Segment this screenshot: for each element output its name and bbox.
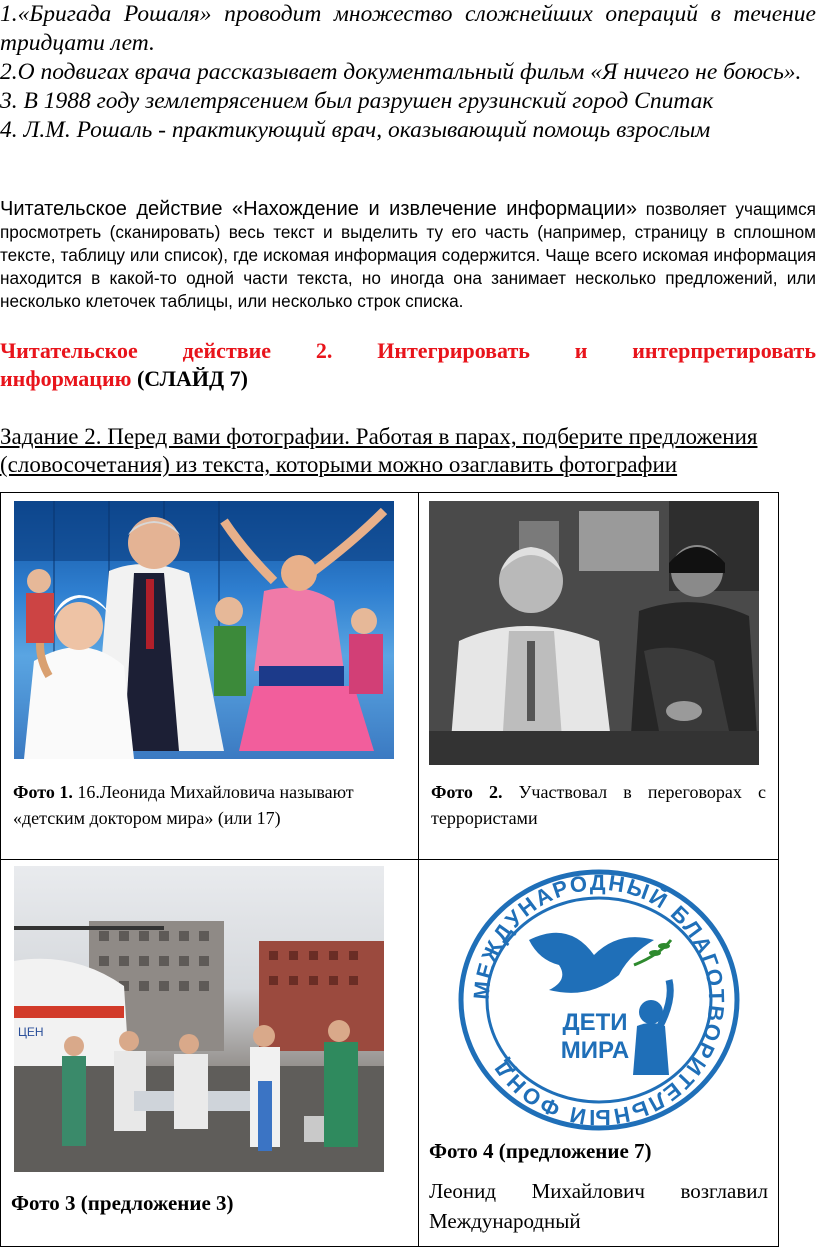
photo-3-caption (1, 1176, 418, 1218)
reading-action-1-lead: Читательское действие «Нахождение и извлечение информации» (0, 198, 637, 220)
svg-text:МЕЖДУНАРОДНЫЙ БЛАГОТВОРИТЕЛЬНЫ (469, 870, 730, 1130)
statement-3: 3. В 1988 году землетрясением был разрушен грузинский город Спитак (0, 88, 714, 114)
reading-action-1-paragraph (0, 198, 816, 313)
photo-2-text: Участвовал в переговорах с террористами (431, 782, 766, 828)
photo-1-frame (1, 493, 418, 779)
photo-4-caption (419, 1134, 778, 1166)
statement-4: 4. Л.М. Рошаль - практикующий врач, оказывающий помощь взрослым (0, 117, 711, 143)
photo-2-image (429, 501, 759, 765)
statement-2: 2.О подвигах врача рассказывает документальный фильм «Я ничего не боюсь». (0, 59, 802, 85)
logo-center-line1: ДЕТИ (562, 1009, 628, 1036)
cell-photo-3 (1, 860, 419, 1247)
photo-1-text: 16.Леонида Михайловича называют «детским доктором мира» (или 17) (13, 782, 354, 828)
photo-2-caption (419, 779, 778, 831)
children-of-the-world-logo (419, 860, 778, 1134)
photo-1-caption (1, 779, 418, 831)
photo-1-label: Фото 1. (13, 782, 73, 802)
reading-action-1-body: позволяет учащимся просмотреть (сканировать) весь текст и выделить ту его часть (например, страницу в сплошном тексте, таблицу или список), где искомая информация содержится. Чаще всего искомая информация находится в какой-то одной части текста, но иногда она занимает несколько предложений, или несколько клеточек таблицы, или несколько строк списка. (0, 199, 816, 311)
statement-1: 1.«Бригада Рошаля» проводит множество сложнейших операций в течение тридцати лет. (0, 1, 816, 56)
photo-2-label: Фото 2. (431, 782, 503, 802)
photo-1-image (14, 501, 394, 759)
cell-photo-1 (1, 493, 419, 860)
cell-photo-2 (419, 493, 779, 860)
photo-2-frame (419, 493, 778, 779)
photo-4-frame (419, 860, 778, 1134)
reading-action-2-heading (0, 337, 816, 393)
photo-3-image (14, 866, 384, 1172)
photo-4-text: Леонид Михайлович возглавил Международный (429, 1179, 768, 1233)
photo-4-label: Фото 4 (предложение 7) (429, 1139, 652, 1163)
dove-icon (529, 933, 654, 993)
photo-table (0, 492, 779, 1247)
reading-action-2-title-line2: информацию (0, 366, 132, 391)
logo-center-line2: МИРА (560, 1037, 630, 1064)
helicopter-sign: ЦЕН (18, 1025, 44, 1039)
reading-action-2-title-line1: Читательское действие 2. Интегрировать и интерпретировать (0, 338, 816, 363)
slide-reference: (СЛАЙД 7) (131, 366, 249, 391)
photo-3-label: Фото 3 (предложение 3) (11, 1191, 234, 1215)
task-2: Задание 2. Перед вами фотографии. Работая в парах, подберите предложения (словосочетания) из текста, которыми можно озаглавить фотографии (0, 424, 758, 477)
cell-photo-4 (419, 860, 779, 1247)
numbered-statements (0, 0, 816, 145)
photo-3-frame (1, 860, 418, 1176)
logo-ring-text: МЕЖДУНАРОДНЫЙ БЛАГОТВОРИТЕЛЬНЫЙ ФОНД (468, 869, 730, 1131)
